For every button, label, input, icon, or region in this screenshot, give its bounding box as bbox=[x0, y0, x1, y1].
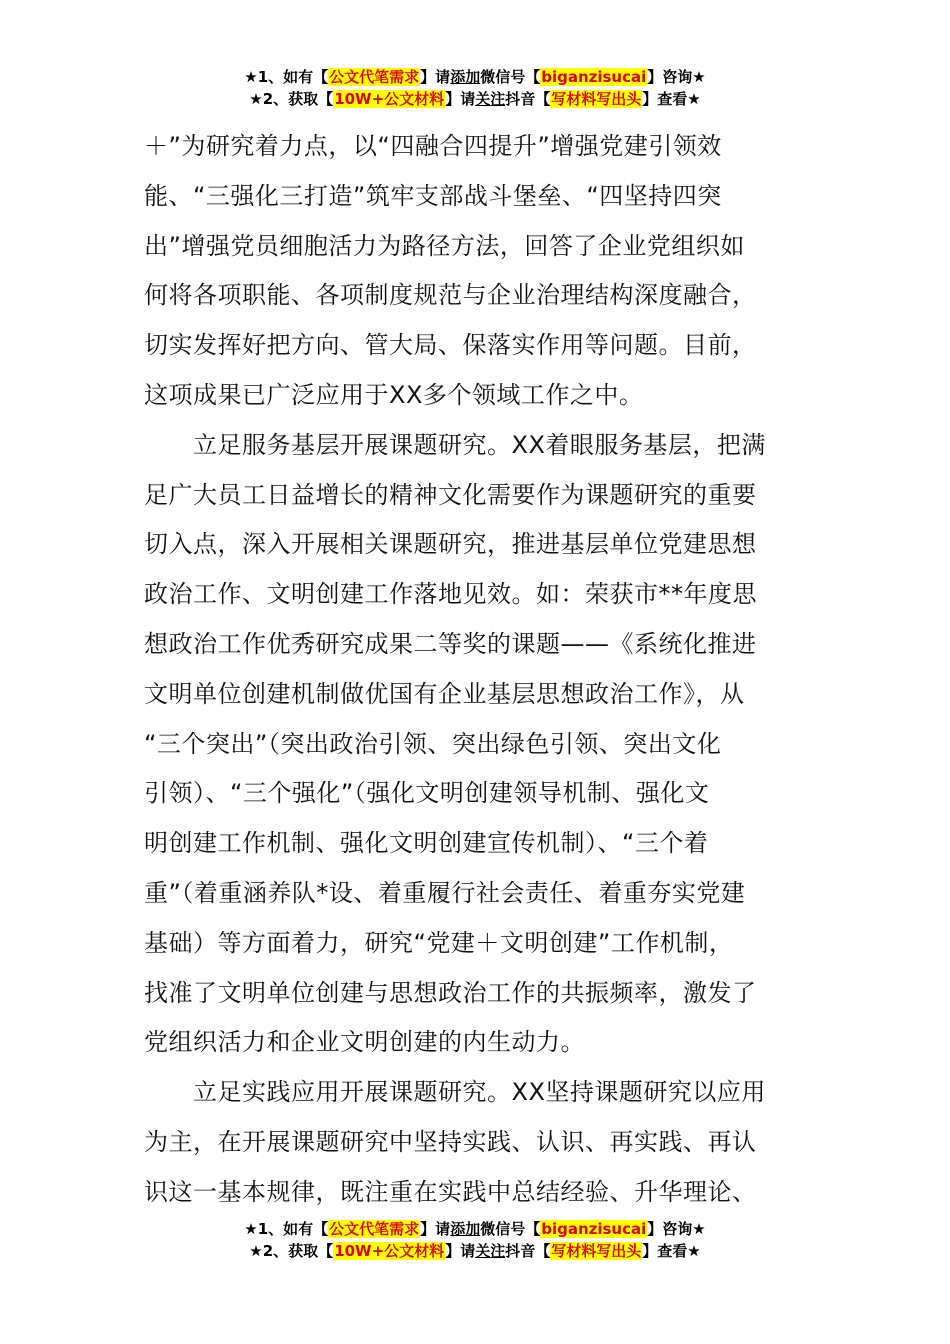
banner-highlight-materials: 10W+公文材料 bbox=[334, 1242, 445, 1260]
footer-banner bbox=[0, 1218, 950, 1262]
text-line: ＋”为研究着力点，以“四融合四提升”增强党建引领效 bbox=[144, 132, 722, 160]
text-line: 立足实践应用开展课题研究。XX坚持课题研究以应用 bbox=[144, 1078, 766, 1107]
banner-text: 微信号【 bbox=[480, 68, 541, 86]
banner-highlight-service: 公文代笔需求 bbox=[329, 1220, 420, 1238]
banner-line-2 bbox=[0, 1240, 950, 1262]
text-line: 切入点，深入开展相关课题研究，推进基层单位党建思想 bbox=[144, 530, 757, 559]
banner-text: 】请 bbox=[445, 90, 476, 108]
paragraph-2 bbox=[144, 421, 804, 1068]
banner-text: 】请 bbox=[445, 1242, 476, 1260]
banner-text: 】查看★ bbox=[642, 1242, 701, 1260]
banner-highlight-wechat-id: biganzisucai bbox=[541, 1220, 647, 1238]
document-body bbox=[144, 122, 804, 1218]
banner-text: ★1、如有【 bbox=[244, 68, 329, 86]
banner-highlight-service: 公文代笔需求 bbox=[329, 68, 420, 86]
banner-line-1 bbox=[0, 1218, 950, 1240]
text-line: 能、“三强化三打造”筑牢支部战斗堡垒、“四坚持四突 bbox=[144, 181, 722, 210]
text-line: 明创建工作机制、强化文明创建宣传机制）、“三个着 bbox=[144, 829, 709, 858]
banner-text: 】查看★ bbox=[642, 90, 701, 108]
banner-line-1 bbox=[0, 66, 950, 88]
paragraph-3 bbox=[144, 1068, 804, 1217]
text-line: 政治工作、文明创建工作落地见效。如：荣获市**年度思 bbox=[144, 580, 757, 609]
banner-text: 抖音【 bbox=[505, 1242, 551, 1260]
banner-text: ★2、获取【 bbox=[249, 1242, 334, 1260]
text-line: 立足服务基层开展课题研究。XX着眼服务基层，把满 bbox=[144, 430, 766, 459]
paragraph-1 bbox=[144, 122, 804, 421]
banner-text: 微信号【 bbox=[480, 1220, 541, 1238]
text-line: 找准了文明单位创建与思想政治工作的共振频率，激发了 bbox=[144, 978, 757, 1007]
banner-highlight-wechat-id: biganzisucai bbox=[541, 68, 647, 86]
banner-line-2 bbox=[0, 88, 950, 110]
banner-highlight-douyin: 写材料写出头 bbox=[551, 90, 642, 108]
banner-underlined-text: 关注 bbox=[475, 90, 506, 108]
banner-text: 】咨询★ bbox=[647, 68, 706, 86]
banner-text: ★2、获取【 bbox=[249, 90, 334, 108]
text-line: 引领）、“三个强化”（强化文明创建领导机制、强化文 bbox=[144, 779, 710, 808]
text-line: 这项成果已广泛应用于XX多个领域工作之中。 bbox=[144, 380, 644, 409]
text-line: 文明单位创建机制做优国有企业基层思想政治工作》，从 bbox=[144, 679, 745, 708]
text-line: 何将各项职能、各项制度规范与企业治理结构深度融合， bbox=[144, 281, 757, 310]
text-line: 基础）等方面着力，研究“党建＋文明创建”工作机制， bbox=[144, 928, 734, 957]
banner-highlight-materials: 10W+公文材料 bbox=[334, 90, 445, 108]
header-banner bbox=[0, 66, 950, 110]
banner-text: 】咨询★ bbox=[647, 1220, 706, 1238]
banner-underlined-text: 关注 bbox=[475, 1242, 506, 1260]
text-line: 识这一基本规律，既注重在实践中总结经验、升华理论、 bbox=[144, 1177, 757, 1206]
banner-text: 】请 bbox=[420, 1220, 451, 1238]
text-line: 想政治工作优秀研究成果二等奖的课题——《系统化推进 bbox=[144, 629, 757, 658]
text-line: 党组织活力和企业文明创建的内生动力。 bbox=[144, 1028, 585, 1057]
text-line: 足广大员工日益增长的精神文化需要作为课题研究的重要 bbox=[144, 480, 757, 509]
banner-text: ★1、如有【 bbox=[244, 1220, 329, 1238]
text-line: 为主，在开展课题研究中坚持实践、认识、再实践、再认 bbox=[144, 1127, 757, 1156]
banner-text: 抖音【 bbox=[505, 90, 551, 108]
text-line: 重”（着重涵养队*设、着重履行社会责任、着重夯实党建 bbox=[144, 878, 746, 907]
banner-underlined-text: 添加 bbox=[450, 1220, 481, 1238]
text-line: 切实发挥好把方向、管大局、保落实作用等问题。目前， bbox=[144, 331, 757, 360]
text-line: 出”增强党员细胞活力为路径方法，回答了企业党组织如 bbox=[144, 231, 745, 260]
banner-text: 】请 bbox=[420, 68, 451, 86]
banner-highlight-douyin: 写材料写出头 bbox=[551, 1242, 642, 1260]
text-line: “三个突出”（突出政治引领、突出绿色引领、突出文化 bbox=[144, 729, 722, 758]
banner-underlined-text: 添加 bbox=[450, 68, 481, 86]
